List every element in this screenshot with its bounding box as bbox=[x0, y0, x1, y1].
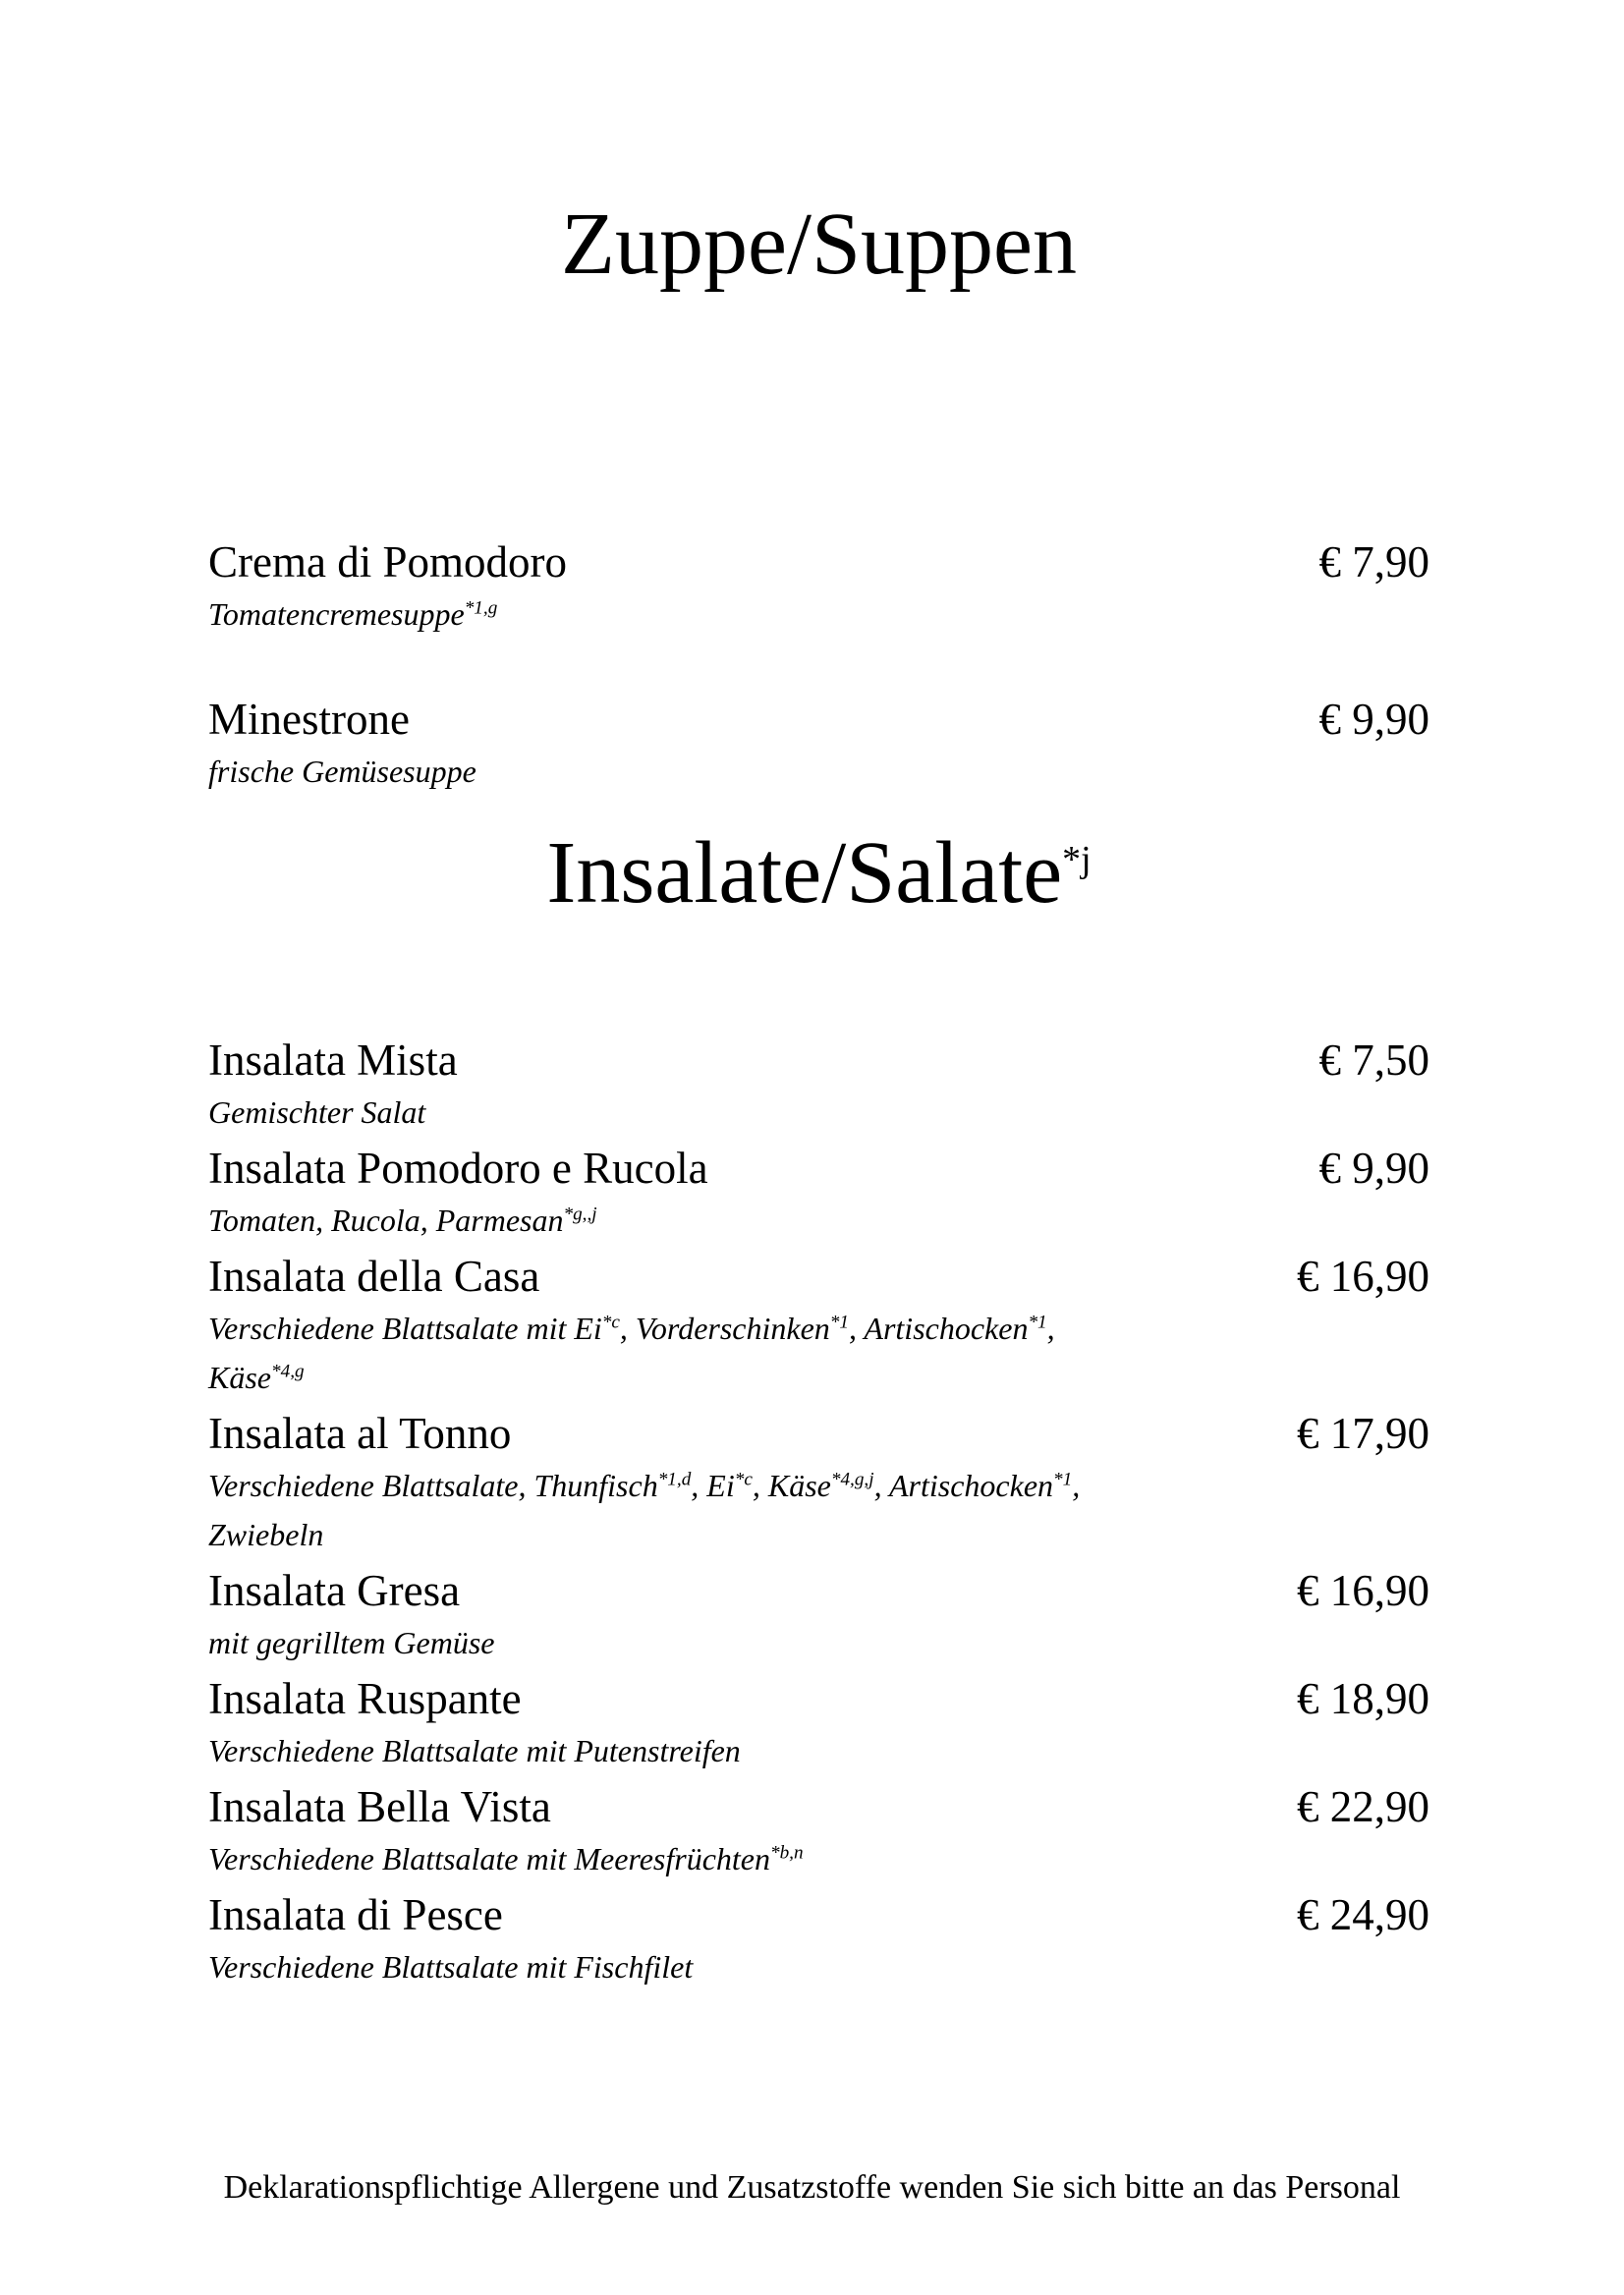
allergen-code-superscript: *4,g,j bbox=[830, 1469, 874, 1490]
section-title-superscript: *j bbox=[1062, 839, 1092, 880]
menu-item-description bbox=[208, 747, 1429, 796]
menu-item-header bbox=[208, 1250, 1429, 1304]
menu-item bbox=[208, 1034, 1429, 1137]
menu-item-header bbox=[208, 1780, 1429, 1834]
menu-item-header bbox=[208, 535, 1429, 589]
description-text: , Artischocken bbox=[848, 1311, 1029, 1346]
menu-item-name: Insalata Gresa bbox=[208, 1566, 461, 1615]
description-text: , Vorderschinken bbox=[619, 1311, 830, 1346]
allergen-code-superscript: *c bbox=[601, 1312, 620, 1333]
menu-item-name: Minestrone bbox=[208, 695, 410, 744]
description-text: frische Gemüsesuppe bbox=[208, 754, 476, 789]
menu-item-price: € 17,90 bbox=[1297, 1409, 1429, 1458]
description-text: Tomatencremesuppe bbox=[208, 596, 465, 632]
menu-item-price: € 24,90 bbox=[1297, 1890, 1429, 1939]
allergen-code-superscript: *b,n bbox=[769, 1842, 804, 1864]
menu-item-price: € 7,90 bbox=[1318, 537, 1429, 587]
menu-item-description bbox=[208, 1942, 1429, 1991]
menu-item-price: € 22,90 bbox=[1297, 1782, 1429, 1831]
menu-item-description bbox=[208, 1510, 1429, 1559]
menu-item bbox=[208, 1564, 1429, 1667]
description-text: Verschiedene Blattsalate mit Fischfilet bbox=[208, 1949, 694, 1985]
menu-item-header bbox=[208, 693, 1429, 747]
menu-item bbox=[208, 1888, 1429, 1991]
menu-item-name: Insalata Bella Vista bbox=[208, 1782, 551, 1831]
menu-item-header bbox=[208, 1672, 1429, 1726]
section-soups bbox=[208, 196, 1429, 796]
section-salads-title bbox=[208, 825, 1429, 921]
menu-item bbox=[208, 1250, 1429, 1402]
menu-item-description bbox=[208, 1618, 1429, 1667]
menu-item-price: € 7,50 bbox=[1318, 1036, 1429, 1085]
section-title-text: Insalate/Salate bbox=[546, 824, 1063, 922]
menu-item bbox=[208, 1142, 1429, 1245]
section-title-text: Zuppe/Suppen bbox=[561, 196, 1077, 293]
description-text: Tomaten, Rucola, Parmesan bbox=[208, 1203, 564, 1238]
section-soups-items bbox=[208, 535, 1429, 796]
menu-item-header bbox=[208, 1888, 1429, 1942]
menu-item-name: Insalata Pomodoro e Rucola bbox=[208, 1144, 708, 1193]
menu-item-description bbox=[208, 1304, 1429, 1353]
description-text: mit gegrilltem Gemüse bbox=[208, 1625, 495, 1660]
menu-item-description bbox=[208, 1726, 1429, 1775]
allergen-code-superscript: *4,g bbox=[271, 1361, 305, 1382]
description-text: , Ei bbox=[691, 1468, 735, 1503]
description-text: , bbox=[1072, 1468, 1081, 1503]
description-text: Zwiebeln bbox=[208, 1517, 324, 1552]
allergen-code-superscript: *g,,j bbox=[563, 1203, 597, 1225]
allergen-code-superscript: *1,g bbox=[464, 597, 498, 619]
menu-item-name: Crema di Pomodoro bbox=[208, 537, 567, 587]
allergen-code-superscript: *1 bbox=[1028, 1312, 1047, 1333]
menu-item-price: € 9,90 bbox=[1318, 695, 1429, 744]
description-text: Gemischter Salat bbox=[208, 1094, 426, 1130]
section-soups-title bbox=[208, 196, 1429, 292]
description-text: , Käse bbox=[752, 1468, 831, 1503]
menu-item-description bbox=[208, 1353, 1429, 1402]
menu-item-header bbox=[208, 1142, 1429, 1196]
menu-item bbox=[208, 1780, 1429, 1883]
description-text: Verschiedene Blattsalate mit Meeresfrüchten bbox=[208, 1841, 770, 1876]
menu-item-description bbox=[208, 1834, 1429, 1883]
description-text: , Artischocken bbox=[873, 1468, 1054, 1503]
menu-item-description bbox=[208, 1196, 1429, 1245]
menu-item-header bbox=[208, 1407, 1429, 1461]
allergen-code-superscript: *1 bbox=[1053, 1469, 1073, 1490]
menu-item-header bbox=[208, 1564, 1429, 1618]
allergen-notice: Deklarationspflichtige Allergene und Zusatzstoffe wenden Sie sich bitte an das Personal bbox=[223, 2169, 1401, 2206]
allergen-code-superscript: *1 bbox=[829, 1312, 849, 1333]
description-text: Käse bbox=[208, 1360, 271, 1395]
menu-item-name: Insalata Mista bbox=[208, 1036, 458, 1085]
menu-item-name: Insalata Ruspante bbox=[208, 1674, 522, 1723]
description-text: , bbox=[1046, 1311, 1055, 1346]
allergen-code-superscript: *c bbox=[734, 1469, 753, 1490]
menu-item bbox=[208, 1672, 1429, 1775]
allergen-code-superscript: *1,d bbox=[657, 1469, 692, 1490]
menu-item-price: € 9,90 bbox=[1318, 1144, 1429, 1193]
menu-item-price: € 16,90 bbox=[1297, 1566, 1429, 1615]
description-text: Verschiedene Blattsalate mit Ei bbox=[208, 1311, 602, 1346]
menu-item-description bbox=[208, 1461, 1429, 1510]
menu-item-name: Insalata di Pesce bbox=[208, 1890, 503, 1939]
menu-item-description bbox=[208, 589, 1429, 639]
menu-item-price: € 18,90 bbox=[1297, 1674, 1429, 1723]
description-text: Verschiedene Blattsalate, Thunfisch bbox=[208, 1468, 658, 1503]
menu-item bbox=[208, 535, 1429, 639]
menu-item-header bbox=[208, 1034, 1429, 1088]
menu-item-name: Insalata della Casa bbox=[208, 1252, 540, 1301]
menu-item-name: Insalata al Tonno bbox=[208, 1409, 512, 1458]
section-salads bbox=[208, 825, 1429, 1991]
menu-item bbox=[208, 1407, 1429, 1559]
menu-item-description bbox=[208, 1088, 1429, 1137]
menu-item bbox=[208, 693, 1429, 796]
menu-item-price: € 16,90 bbox=[1297, 1252, 1429, 1301]
description-text: Verschiedene Blattsalate mit Putenstreifen bbox=[208, 1733, 741, 1768]
section-salads-items bbox=[208, 1034, 1429, 1991]
